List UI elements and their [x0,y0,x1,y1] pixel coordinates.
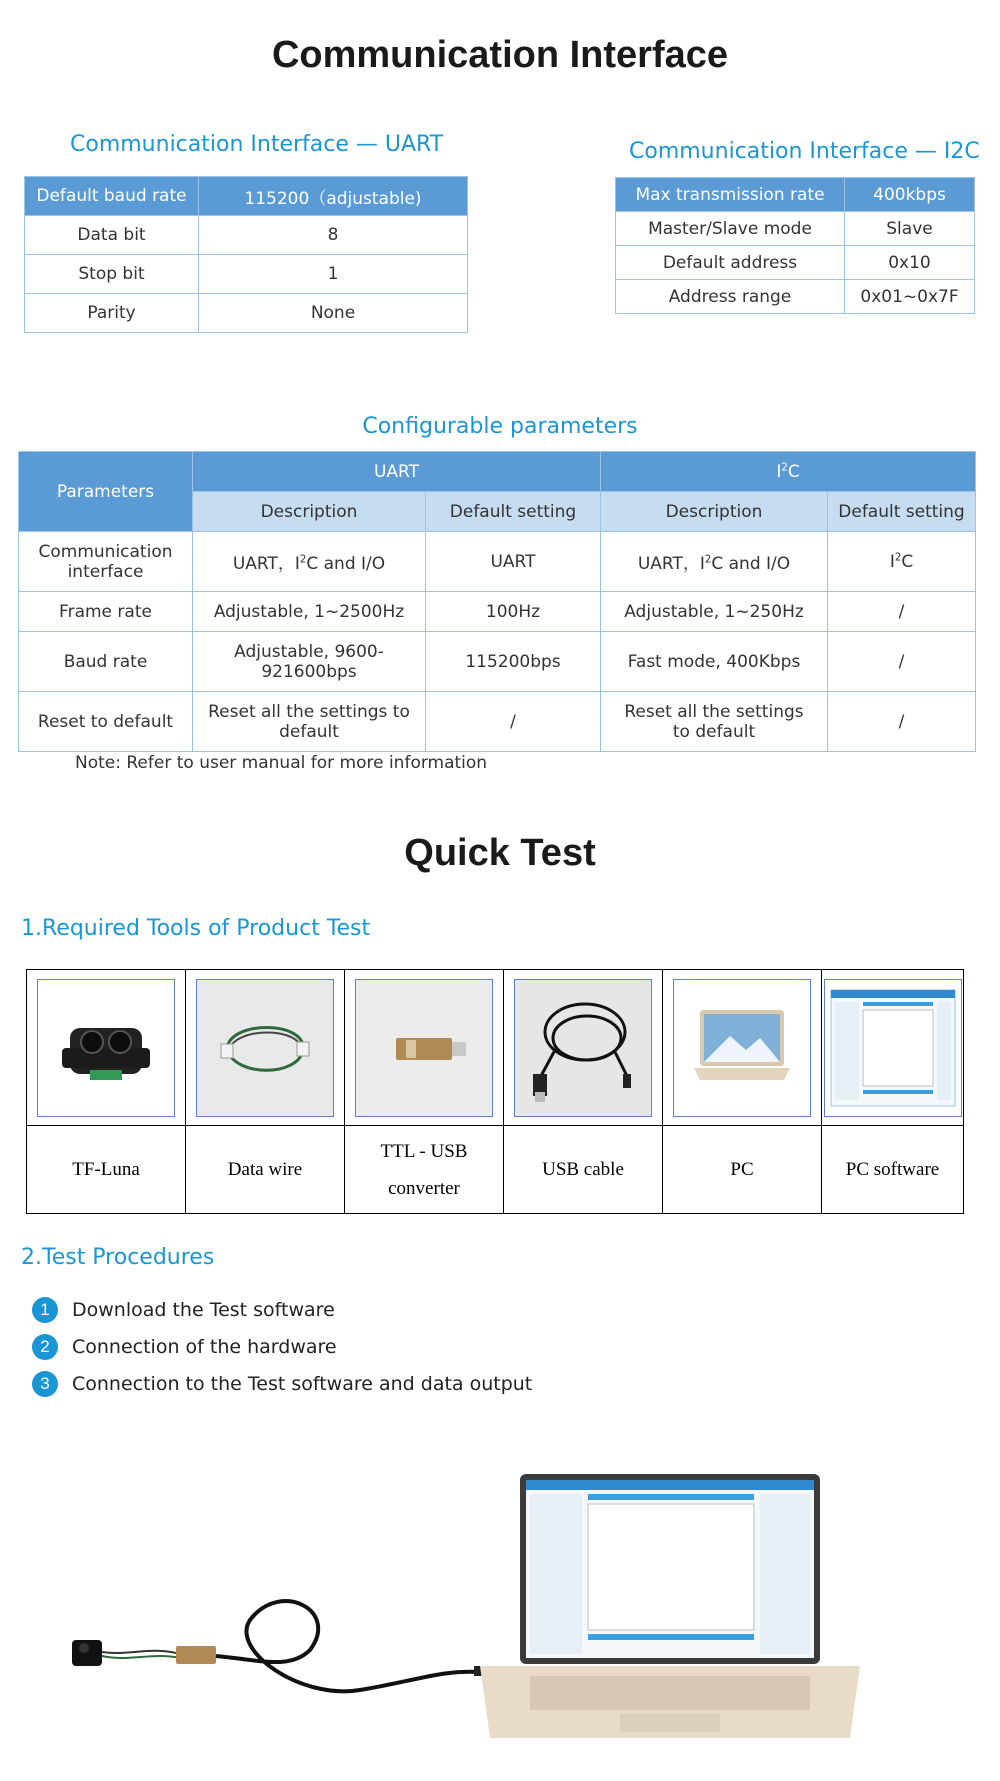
param-name: Reset to default [19,692,193,752]
uart-value: 8 [199,216,468,255]
i2c-label: Master/Slave mode [616,212,845,246]
i2c-default: / [828,592,976,632]
table-row [19,532,976,592]
tool-label: USB cable [504,1126,663,1214]
laptop-icon [480,1474,860,1738]
uart-label: Stop bit [25,255,199,294]
i2c-row [616,178,975,212]
col-uart: UART [193,452,601,492]
uart-value: None [199,294,468,333]
data-wire-icon [196,979,334,1117]
uart-row [25,177,468,216]
col-uart-description: Description [193,492,426,532]
tool-image-cell [504,970,663,1126]
config-note: Note: Refer to user manual for more information [75,753,488,773]
col-i2c-description: Description [601,492,828,532]
i2c-value: 0x01~0x7F [845,280,975,314]
hardware-connection-illustration [60,1470,880,1750]
step-number: 1 [32,1297,58,1323]
i2c-description: UART，$I^2C$ and I/O [601,532,828,592]
usb-converter-icon [176,1646,216,1664]
i2c-label: Max transmission rate [616,178,845,212]
i2c-value: 0x10 [845,246,975,280]
uart-description: Adjustable, 9600-921600bps [193,632,426,692]
config-table [18,451,976,752]
table-row [19,632,976,692]
i2c-label: Default address [616,246,845,280]
i2c-row [616,212,975,246]
uart-label: Parity [25,294,199,333]
usb-cable-icon [514,979,652,1117]
procedure-step [32,1297,335,1323]
col-i2c: $I^2C$ [601,452,976,492]
tool-image-cell [822,970,964,1126]
tools-heading: 1.Required Tools of Product Test [21,916,371,941]
uart-description: UART，$I^2C$ and I/O [193,532,426,592]
i2c-row [616,280,975,314]
i2c-table [615,177,975,314]
tool-image-cell [27,970,186,1126]
uart-row [25,294,468,333]
i2c-description: Reset all the settings to default [601,692,828,752]
tool-image-cell [663,970,822,1126]
step-number: 2 [32,1334,58,1360]
uart-default: / [426,692,601,752]
step-text: Connection to the Test software and data output [72,1373,533,1395]
i2c-default: $I^2C$ [828,532,976,592]
param-name: Communication interface [19,532,193,592]
software-window-icon [824,979,962,1117]
i2c-label: Address range [616,280,845,314]
i2c-value: 400kbps [845,178,975,212]
step-text: Download the Test software [72,1299,335,1321]
tools-table [26,969,964,1214]
i2c-value: Slave [845,212,975,246]
uart-label: Data bit [25,216,199,255]
procedure-step [32,1371,532,1397]
uart-default: 100Hz [426,592,601,632]
param-name: Frame rate [19,592,193,632]
procedure-step [32,1334,337,1360]
tool-label: PC [663,1126,822,1214]
step-text: Connection of the hardware [72,1336,337,1358]
tool-label: PC software [822,1126,964,1214]
uart-value: 1 [199,255,468,294]
i2c-default: / [828,692,976,752]
procedures-heading: 2.Test Procedures [21,1245,215,1270]
uart-description: Reset all the settings to default [193,692,426,752]
uart-row [25,255,468,294]
i2c-default: / [828,632,976,692]
tool-label: TTL - USB converter [345,1126,504,1214]
lidar-sensor-icon [72,1640,102,1666]
uart-value: 115200（adjustable) [199,177,468,216]
uart-label: Default baud rate [25,177,199,216]
tool-image-cell [345,970,504,1126]
col-parameters: Parameters [19,452,193,532]
col-i2c-default: Default setting [828,492,976,532]
quick-test-title: Quick Test [404,832,596,874]
i2c-description: Fast mode, 400Kbps [601,632,828,692]
uart-table [24,176,468,333]
page-title: Communication Interface [271,34,729,76]
step-number: 3 [32,1371,58,1397]
uart-default: 115200bps [426,632,601,692]
param-name: Baud rate [19,632,193,692]
i2c-row [616,246,975,280]
lidar-sensor-icon [37,979,175,1117]
table-row [19,692,976,752]
uart-default: UART [426,532,601,592]
i2c-description: Adjustable, 1~250Hz [601,592,828,632]
tool-image-cell [186,970,345,1126]
tool-label: Data wire [186,1126,345,1214]
tool-label: TF-Luna [27,1126,186,1214]
uart-heading: Communication Interface — UART [70,132,444,157]
i2c-heading: Communication Interface — I2C [629,139,980,164]
uart-row [25,216,468,255]
col-uart-default: Default setting [426,492,601,532]
laptop-icon [673,979,811,1117]
usb-converter-icon [355,979,493,1117]
config-heading: Configurable parameters [362,414,638,439]
table-row [19,592,976,632]
uart-description: Adjustable, 1~2500Hz [193,592,426,632]
